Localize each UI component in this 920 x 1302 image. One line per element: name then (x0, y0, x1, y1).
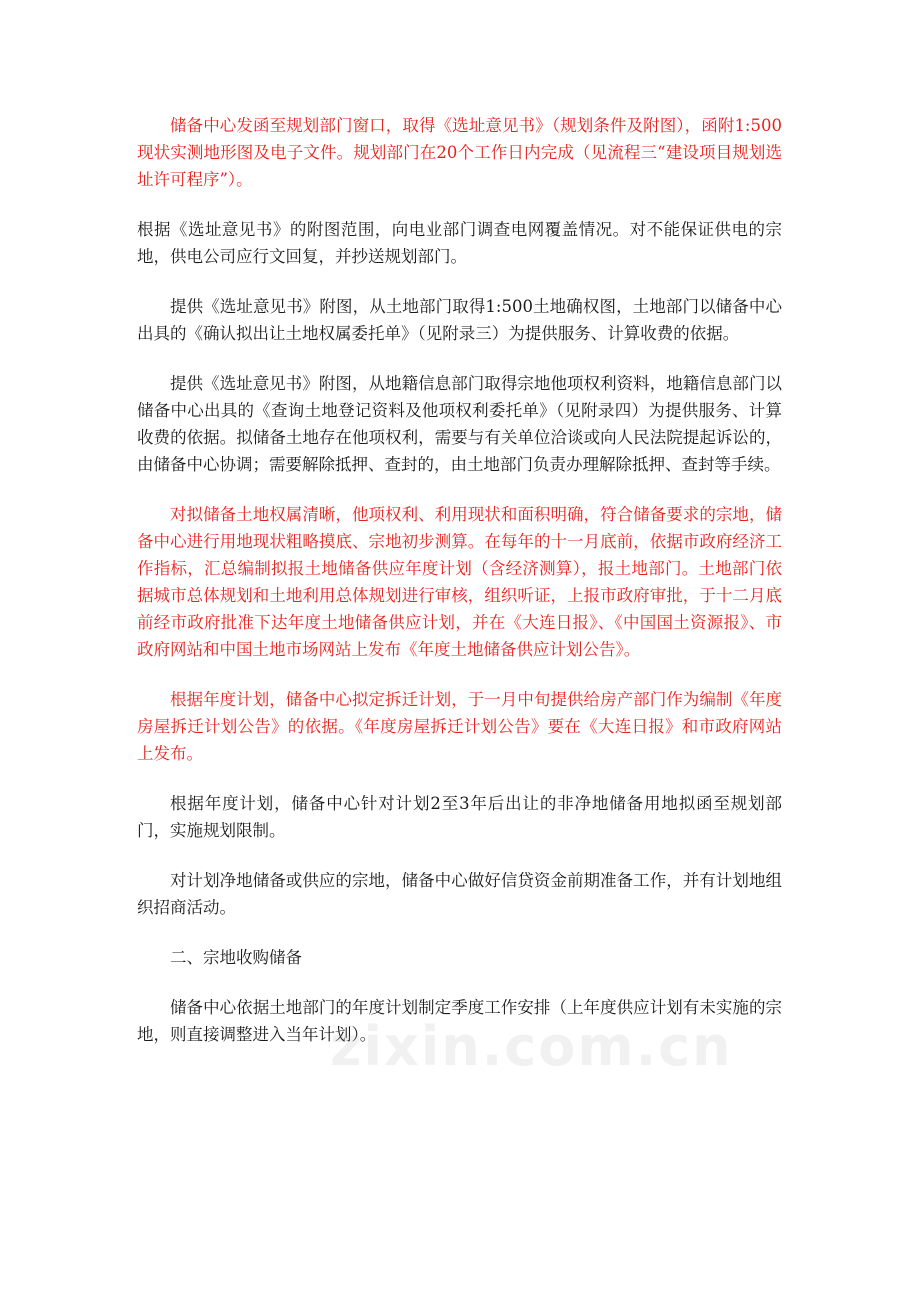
watermark-text: zixin.com.cn (330, 1015, 733, 1078)
paragraph-annual-plan: 对拟储备土地权属清晰，他项权利、利用现状和面积明确，符合储备要求的宗地，储备中心进行用地现状粗略摸底、宗地初步测算。在每年的十一月底前，依据市政府经济工作指标，汇总编制拟报土地储备供应年度计划（含经济测算），报土地部门。土地部门依据城市总体规划和土地利用总体规划进行审核，组织听证，上报市政府审批，于十二月底前经市政府批准下达年度土地储备供应计划，并在《大连日报》、《中国国土资源报》、市政府网站和中国土地市场网站上发布《年度土地储备供应计划公告》。 (137, 505, 782, 659)
paragraph-power-grid-survey: 根据《选址意见书》的附图范围，向电业部门调查电网覆盖情况。对不能保证供电的宗地，供电公司应行文回复，并抄送规划部门。 (137, 220, 782, 266)
paragraph-land-rights-map: 提供《选址意见书》附图，从土地部门取得1:500土地确权图，土地部门以储备中心出具的《确认拟出让土地权属委托单》（见附录三）为提供服务、计算收费的依据。 (137, 297, 782, 343)
paragraph-credit-preparation: 对计划净地储备或供应的宗地，储备中心做好信贷资金前期准备工作，并有计划地组织招商活动。 (137, 871, 782, 917)
paragraph-demolition-plan: 根据年度计划，储备中心拟定拆迁计划，于一月中旬提供给房产部门作为编制《年度房屋拆迁计划公告》的依据。《年度房屋拆迁计划公告》要在《大连日报》和市政府网站上发布。 (137, 690, 782, 763)
paragraph-quarterly-schedule: 储备中心依据土地部门的年度计划制定季度工作安排（上年度供应计划有未实施的宗地，则直接调整进入当年计划）。 (137, 998, 782, 1044)
paragraph-site-opinion-request: 储备中心发函至规划部门窗口，取得《选址意见书》（规划条件及附图），函附1:500 现状实测地形图及电子文件。规划部门在20个工作日内完成（见流程三“建设项目规划选址许可程序”）。 (137, 116, 782, 189)
paragraph-cadastral-rights: 提供《选址意见书》附图，从地籍信息部门取得宗地他项权利资料，地籍信息部门以储备中心出具的《查询土地登记资料及他项权利委托单》（见附录四）为提供服务、计算收费的依据。拟储备土地存在他项权利，需要与有关单位洽谈或向人民法院提起诉讼的，由储备中心协调；需要解除抵押、查封的，由土地部门负责办理解除抵押、查封等手续。 (137, 374, 782, 474)
paragraph-planning-restriction: 根据年度计划，储备中心针对计划2至3年后出让的非净地储备用地拟函至规划部门，实施规划限制。 (137, 794, 782, 840)
section-heading-land-acquisition: 二、宗地收购储备 (170, 948, 302, 967)
